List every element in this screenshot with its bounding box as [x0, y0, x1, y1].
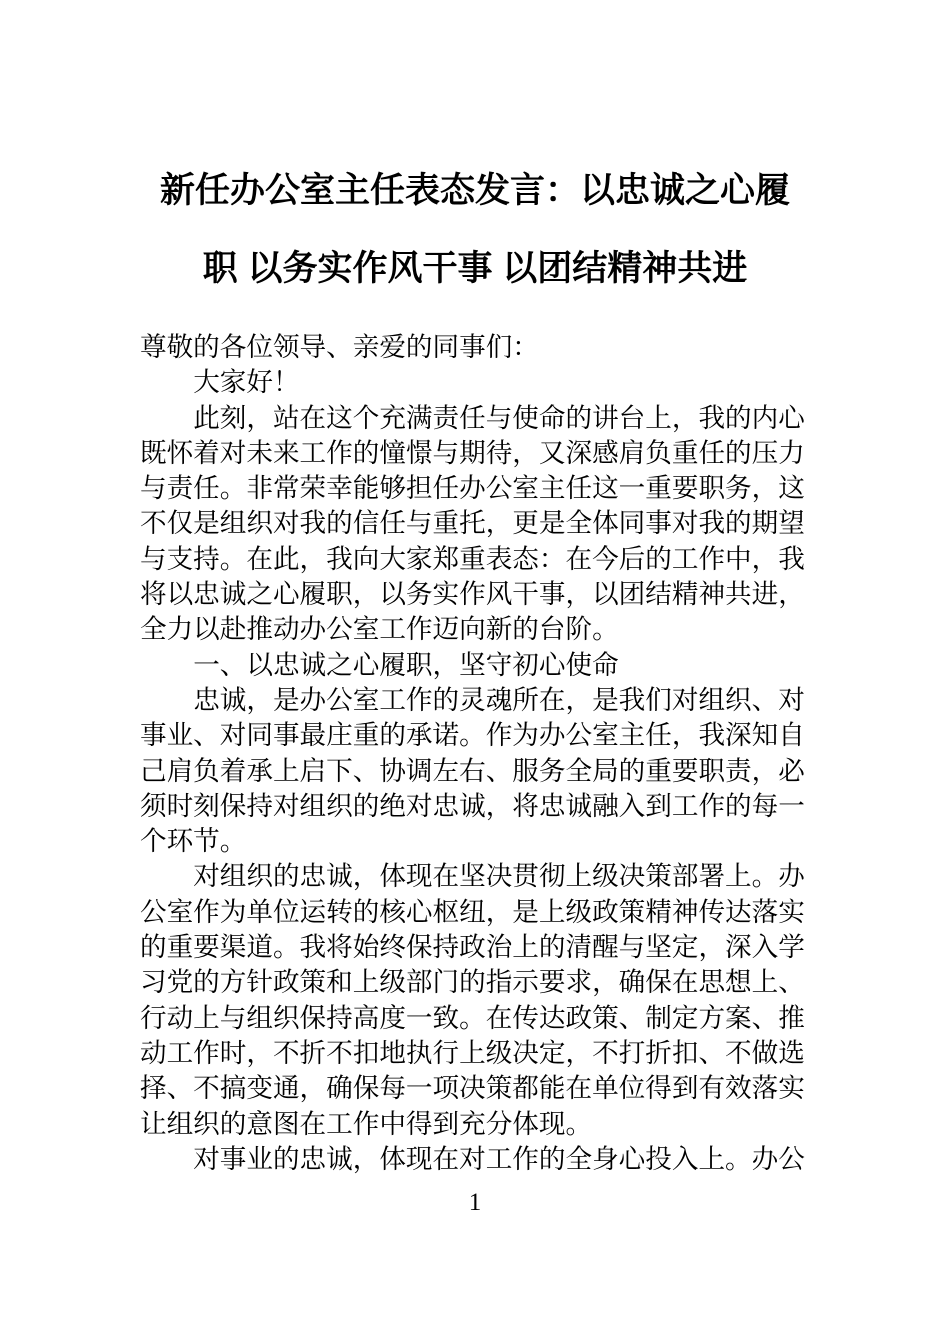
text-line: 全力以赴推动办公室工作迈向新的台阶。	[140, 614, 619, 645]
text-line: 将以忠诚之心履职，以务实作风干事，以团结精神共进，	[140, 579, 805, 610]
text-line: 对事业的忠诚，体现在对工作的全身心投入上。办公	[193, 1143, 805, 1174]
text-line: 习党的方针政策和上级部门的指示要求，确保在思想上、	[140, 967, 805, 998]
paragraph	[140, 1142, 805, 1177]
text-line: 既怀着对未来工作的憧憬与期待，又深感肩负重任的压力	[140, 437, 805, 468]
paragraph	[140, 365, 805, 400]
paragraph	[140, 859, 805, 1141]
title-line: 新任办公室主任表态发言：以忠诚之心履	[159, 171, 790, 210]
text-line: 动工作时，不折不扣地执行上级决定，不打折扣、不做选	[140, 1037, 805, 1068]
text-line: 个环节。	[140, 826, 247, 857]
text-line: 一、以忠诚之心履职，坚守初心使命	[193, 649, 619, 680]
paragraph	[140, 401, 805, 648]
title-line: 职 以务实作风干事 以团结精神共进	[202, 249, 748, 288]
text-line: 须时刻保持对组织的绝对忠诚，将忠诚融入到工作的每一	[140, 790, 805, 821]
text-line: 对组织的忠诚，体现在坚决贯彻上级决策部署上。办	[193, 861, 805, 892]
text-line: 让组织的意图在工作中得到充分体现。	[140, 1108, 593, 1139]
text-line: 的重要渠道。我将始终保持政治上的清醒与坚定，深入学	[140, 932, 805, 963]
text-line: 此刻，站在这个充满责任与使命的讲台上，我的内心	[193, 402, 805, 433]
page-number: 1	[468, 1189, 482, 1216]
text-line: 公室作为单位运转的核心枢纽，是上级政策精神传达落实	[140, 896, 805, 927]
text-line: 大家好！	[193, 367, 300, 398]
text-line: 忠诚，是办公室工作的灵魂所在，是我们对组织、对	[193, 684, 805, 715]
text-line: 己肩负着承上启下、协调左右、服务全局的重要职责，必	[140, 755, 805, 786]
text-line: 行动上与组织保持高度一致。在传达政策、制定方案、推	[140, 1002, 805, 1033]
document-body	[140, 330, 805, 1177]
document-title	[90, 0, 860, 308]
text-line: 择、不搞变通，确保每一项决策都能在单位得到有效落实	[140, 1073, 805, 1104]
text-line: 与支持。在此，我向大家郑重表态：在今后的工作中，我	[140, 543, 805, 574]
section-heading	[140, 648, 805, 683]
paragraph	[140, 683, 805, 859]
text-line: 尊敬的各位领导、亲爱的同事们：	[140, 332, 539, 362]
text-line: 事业、对同事最庄重的承诺。作为办公室主任，我深知自	[140, 720, 805, 751]
salutation	[140, 330, 805, 365]
text-line: 不仅是组织对我的信任与重托，更是全体同事对我的期望	[140, 508, 805, 539]
text-line: 与责任。非常荣幸能够担任办公室主任这一重要职务，这	[140, 473, 805, 504]
